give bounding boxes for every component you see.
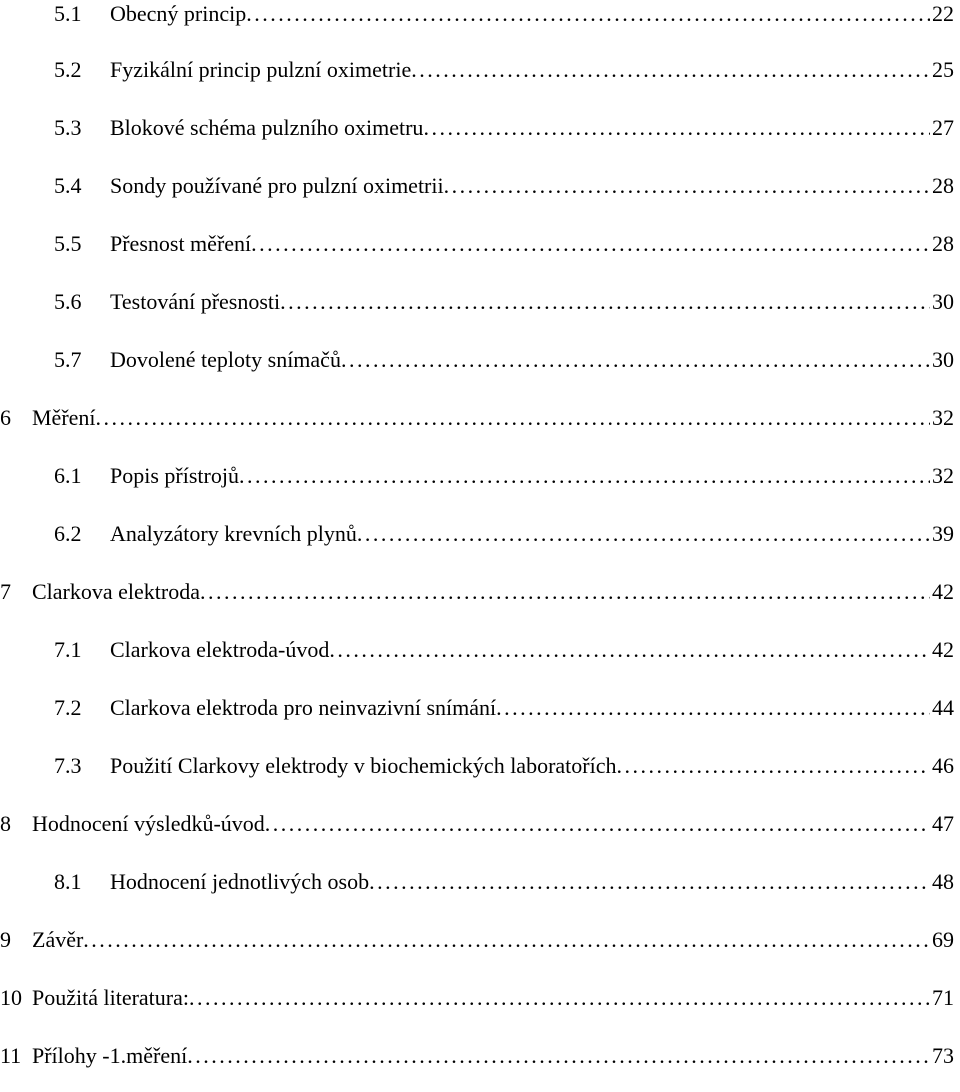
dot-leader [329,632,930,668]
toc-entry-page: 39 [932,521,954,546]
toc-entry-page: 42 [932,637,954,662]
toc-entry-number: 5.5 [54,231,82,256]
toc-entry-number: 7 [0,579,11,604]
dot-leader [189,980,930,1016]
toc-entry-page: 47 [932,811,954,836]
toc-entry-page: 48 [932,869,954,894]
dot-leader [187,1038,930,1074]
toc-entry[interactable] [54,458,954,494]
dot-leader [280,284,930,320]
toc-entry[interactable] [54,52,954,88]
dot-leader [239,458,930,494]
dot-leader [251,226,930,262]
toc-entry-number: 7.3 [54,753,82,778]
toc-entry[interactable] [54,284,954,320]
toc-entry-title: Hodnocení jednotlivých osob [110,869,370,894]
toc-entry-page: 69 [932,927,954,952]
toc-entry-number: 11 [0,1043,22,1068]
toc-entry-page: 30 [932,347,954,372]
toc-entry-title: Použití Clarkovy elektrody v biochemických laboratořích [110,753,617,778]
toc-entry-number: 7.1 [54,637,82,662]
toc-entry-title: Obecný princip [110,1,247,26]
toc-entry-number: 5.7 [54,347,82,372]
toc-entry[interactable] [0,1038,954,1074]
dot-leader [423,110,930,146]
toc-entry[interactable] [54,864,954,900]
toc-entry-title: Popis přístrojů [110,463,239,488]
toc-entry-page: 25 [932,57,954,82]
dot-leader [444,168,930,204]
toc-entry-title: Hodnocení výsledků-úvod [32,811,265,836]
toc-entry-title: Clarkova elektroda pro neinvazivní snímání [110,695,497,720]
toc-entry-number: 8 [0,811,11,836]
dot-leader [496,690,930,726]
toc-entry-number: 5.1 [54,1,82,26]
toc-entry-number: 6.1 [54,463,82,488]
toc-entry-number: 5.3 [54,115,82,140]
toc-entry-title: Závěr [32,927,84,952]
toc-entry-title: Použitá literatura: [32,985,189,1010]
toc-entry-page: 46 [932,753,954,778]
toc-entry-title: Dovolené teploty snímačů [110,347,341,372]
toc-entry[interactable] [54,226,954,262]
dot-leader [411,52,930,88]
toc-entry[interactable] [54,690,954,726]
toc-entry-page: 22 [932,1,954,26]
toc-entry[interactable] [54,516,954,552]
dot-leader [200,574,930,610]
dot-leader [616,748,930,784]
toc-entry[interactable] [54,0,954,32]
toc-entry[interactable] [54,342,954,378]
toc-entry[interactable] [54,110,954,146]
toc-entry-page: 30 [932,289,954,314]
toc-entry-page: 28 [932,231,954,256]
toc-entry-page: 28 [932,173,954,198]
toc-entry[interactable] [0,574,954,610]
toc-entry-number: 10 [0,985,22,1010]
toc-entry-title: Sondy používané pro pulzní oximetrii [110,173,444,198]
toc-entry-number: 6.2 [54,521,82,546]
toc-entry-number: 9 [0,927,11,952]
toc-entry[interactable] [0,980,954,1016]
toc-entry-page: 32 [932,463,954,488]
toc-entry-number: 5.4 [54,173,82,198]
toc-entry-number: 8.1 [54,869,82,894]
toc-entry-title: Blokové schéma pulzního oximetru [110,115,424,140]
dot-leader [357,516,930,552]
toc-entry-page: 44 [932,695,954,720]
toc-entry[interactable] [54,632,954,668]
toc-entry-title: Fyzikální princip pulzní oximetrie [110,57,412,82]
dot-leader [83,922,930,958]
toc-entry-page: 32 [932,405,954,430]
toc-entry[interactable] [0,400,954,436]
toc-entry-title: Clarkova elektroda-úvod [110,637,330,662]
toc-entry-title: Analyzátory krevních plynů [110,521,357,546]
toc-entry[interactable] [0,922,954,958]
toc-entry-page: 27 [932,115,954,140]
dot-leader [341,342,930,378]
toc-entry-title: Testování přesnosti [110,289,281,314]
toc-entry-page: 73 [932,1043,954,1068]
dot-leader [369,864,930,900]
dot-leader [96,400,930,436]
dot-leader [265,806,930,842]
dot-leader [246,0,930,32]
toc-entry[interactable] [0,806,954,842]
toc-entry-title: Clarkova elektroda [32,579,200,604]
toc-entry-title: Měření [32,405,96,430]
toc-entry-number: 5.2 [54,57,82,82]
toc-entry[interactable] [54,748,954,784]
toc-entry-page: 42 [932,579,954,604]
toc-entry-number: 5.6 [54,289,82,314]
toc-entry[interactable] [54,168,954,204]
toc-entry-page: 71 [932,985,954,1010]
toc-entry-title: Přílohy -1.měření [32,1043,188,1068]
toc-entry-number: 6 [0,405,11,430]
toc-entry-title: Přesnost měření [110,231,252,256]
toc-entry-number: 7.2 [54,695,82,720]
